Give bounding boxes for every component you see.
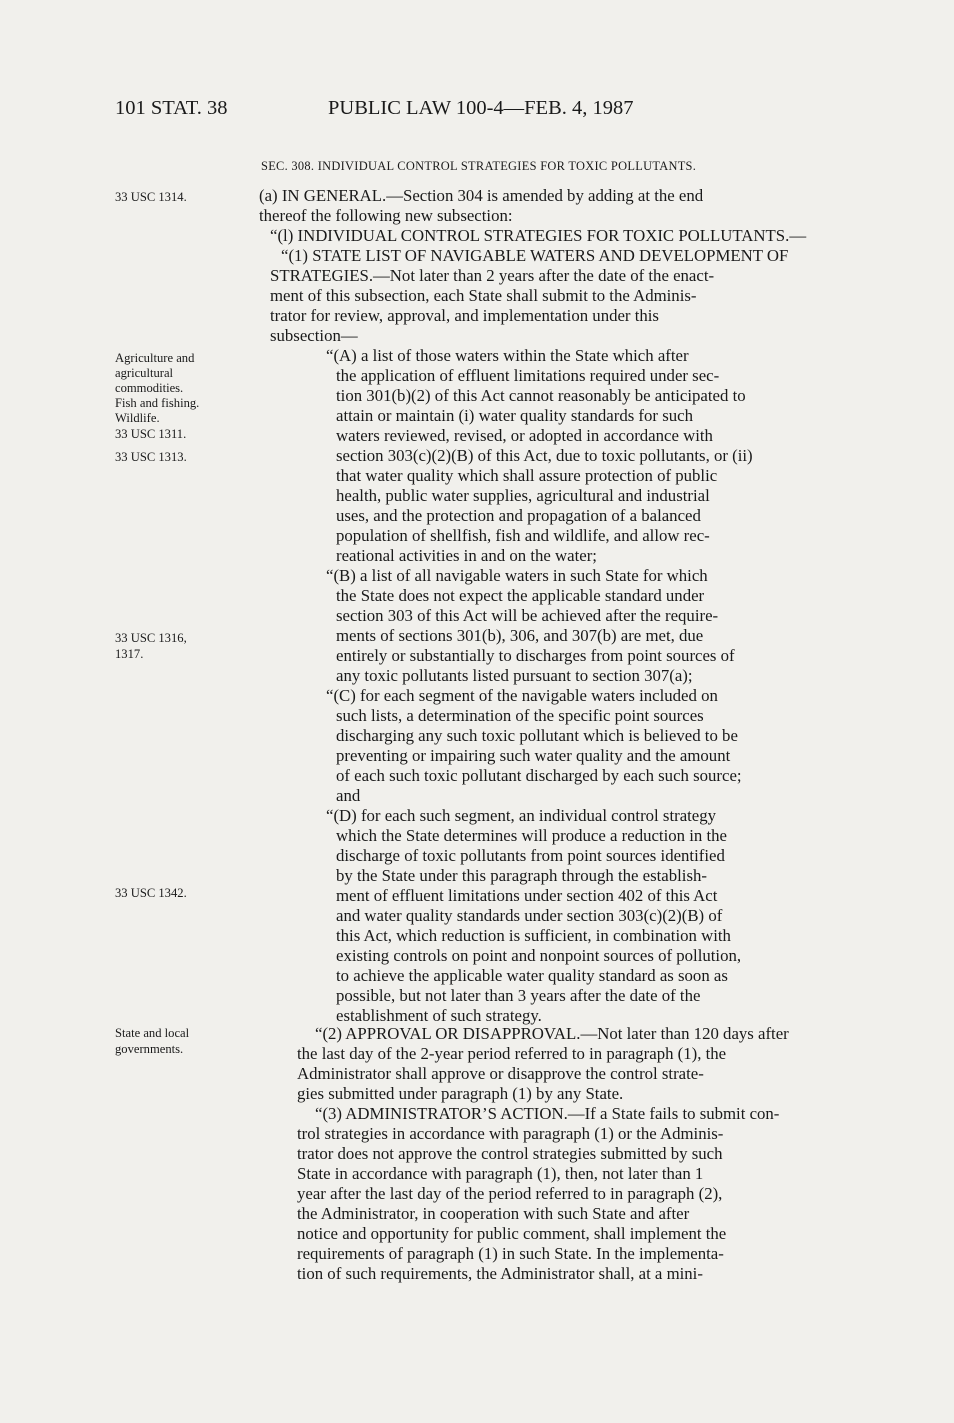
body-line: trator for review, approval, and implementation under this	[270, 306, 659, 325]
body-line: tion 301(b)(2) of this Act cannot reasonably be anticipated to	[336, 386, 746, 405]
body-line: section 303 of this Act will be achieved after the require-	[336, 606, 719, 625]
stat-page-number: 101 STAT. 38	[115, 97, 228, 119]
body-line: “(C) for each segment of the navigable waters included on	[326, 686, 718, 705]
margin-note: agricultural	[115, 366, 174, 380]
margin-note: Agriculture and	[115, 351, 195, 365]
body-line: waters reviewed, revised, or adopted in accordance with	[336, 426, 713, 445]
body-line: the Administrator, in cooperation with such State and after	[297, 1204, 690, 1223]
body-line: of each such toxic pollutant discharged by each such source;	[336, 766, 742, 785]
body-line: which the State determines will produce a reduction in the	[336, 826, 727, 845]
body-line: trator does not approve the control strategies submitted by such	[297, 1144, 723, 1163]
margin-note: governments.	[115, 1042, 184, 1056]
margin-note: 33 USC 1313.	[115, 450, 187, 464]
body-line: ment of this subsection, each State shall submit to the Adminis-	[270, 286, 697, 305]
body-line: subsection—	[270, 326, 358, 345]
body-line: possible, but not later than 3 years after the date of the	[336, 986, 701, 1005]
body-line: ments of sections 301(b), 306, and 307(b) are met, due	[336, 626, 704, 645]
body-line: that water quality which shall assure protection of public	[336, 466, 718, 485]
section-heading: SEC. 308. INDIVIDUAL CONTROL STRATEGIES FOR TOXIC POLLUTANTS.	[261, 159, 697, 173]
body-line: “(B) a list of all navigable waters in such State for which	[326, 566, 708, 585]
body-line: (a) IN GENERAL.—Section 304 is amended by adding at the end	[259, 186, 704, 205]
body-line: and water quality standards under section 303(c)(2)(B) of	[336, 906, 723, 925]
margin-note: State and local	[115, 1026, 190, 1040]
margin-note: 33 USC 1316,	[115, 631, 187, 645]
body-line: “(A) a list of those waters within the State which after	[326, 346, 689, 365]
body-line: “(1) STATE LIST OF NAVIGABLE WATERS AND DEVELOPMENT OF	[281, 246, 789, 265]
body-line: any toxic pollutants listed pursuant to section 307(a);	[336, 666, 693, 685]
body-line: gies submitted under paragraph (1) by any State.	[297, 1084, 624, 1103]
body-line: the State does not expect the applicable standard under	[336, 586, 705, 605]
body-line: this Act, which reduction is sufficient, in combination with	[336, 926, 731, 945]
running-title: PUBLIC LAW 100-4—FEB. 4, 1987	[328, 97, 634, 119]
margin-note: Wildlife.	[115, 411, 160, 425]
margin-note: 33 USC 1314.	[115, 190, 187, 204]
body-line: discharge of toxic pollutants from point sources identified	[336, 846, 725, 865]
body-line: uses, and the protection and propagation of a balanced	[336, 506, 701, 525]
body-line: establishment of such strategy.	[336, 1006, 542, 1025]
margin-note: 33 USC 1311.	[115, 427, 187, 441]
body-line: “(2) APPROVAL OR DISAPPROVAL.—Not later than 120 days after	[315, 1024, 789, 1043]
body-line: the application of effluent limitations required under sec-	[336, 366, 720, 385]
body-line: to achieve the applicable water quality standard as soon as	[336, 966, 728, 985]
body-line: thereof the following new subsection:	[259, 206, 513, 225]
body-line: health, public water supplies, agricultural and industrial	[336, 486, 710, 505]
body-line: the last day of the 2-year period referred to in paragraph (1), the	[297, 1044, 727, 1063]
body-line: and	[336, 786, 361, 805]
body-line: entirely or substantially to discharges from point sources of	[336, 646, 735, 665]
body-line: State in accordance with paragraph (1), then, not later than 1	[297, 1164, 704, 1183]
body-line: “(l) INDIVIDUAL CONTROL STRATEGIES FOR TOXIC POLLUTANTS.—	[270, 226, 807, 245]
body-line: “(D) for each such segment, an individual control strategy	[326, 806, 717, 825]
body-line: Administrator shall approve or disapprove the control strate-	[297, 1064, 704, 1083]
body-line: notice and opportunity for public comment, shall implement the	[297, 1224, 727, 1243]
body-line: tion of such requirements, the Administrator shall, at a mini-	[297, 1264, 703, 1283]
margin-note: Fish and fishing.	[115, 396, 200, 410]
body-line: existing controls on point and nonpoint sources of pollution,	[336, 946, 742, 965]
body-line: preventing or impairing such water quality and the amount	[336, 746, 731, 765]
body-line: discharging any such toxic pollutant which is believed to be	[336, 726, 738, 745]
body-line: attain or maintain (i) water quality standards for such	[336, 406, 693, 425]
body-line: by the State under this paragraph through the establish-	[336, 866, 707, 885]
margin-note: 33 USC 1342.	[115, 886, 187, 900]
body-line: population of shellfish, fish and wildlife, and allow rec-	[336, 526, 710, 545]
body-line: STRATEGIES.—Not later than 2 years after the date of the enact-	[270, 266, 715, 285]
body-line: trol strategies in accordance with paragraph (1) or the Adminis-	[297, 1124, 724, 1143]
body-line: requirements of paragraph (1) in such State. In the implementa-	[297, 1244, 724, 1263]
body-line: “(3) ADMINISTRATOR’S ACTION.—If a State fails to submit con-	[315, 1104, 780, 1123]
body-line: reational activities in and on the water;	[336, 546, 597, 565]
body-line: section 303(c)(2)(B) of this Act, due to toxic pollutants, or (ii)	[336, 446, 753, 465]
body-line: ment of effluent limitations under section 402 of this Act	[336, 886, 718, 905]
margin-note: 1317.	[115, 647, 144, 661]
margin-note: commodities.	[115, 381, 184, 395]
body-line: such lists, a determination of the specific point sources	[336, 706, 704, 725]
body-line: year after the last day of the period referred to in paragraph (2),	[297, 1184, 723, 1203]
